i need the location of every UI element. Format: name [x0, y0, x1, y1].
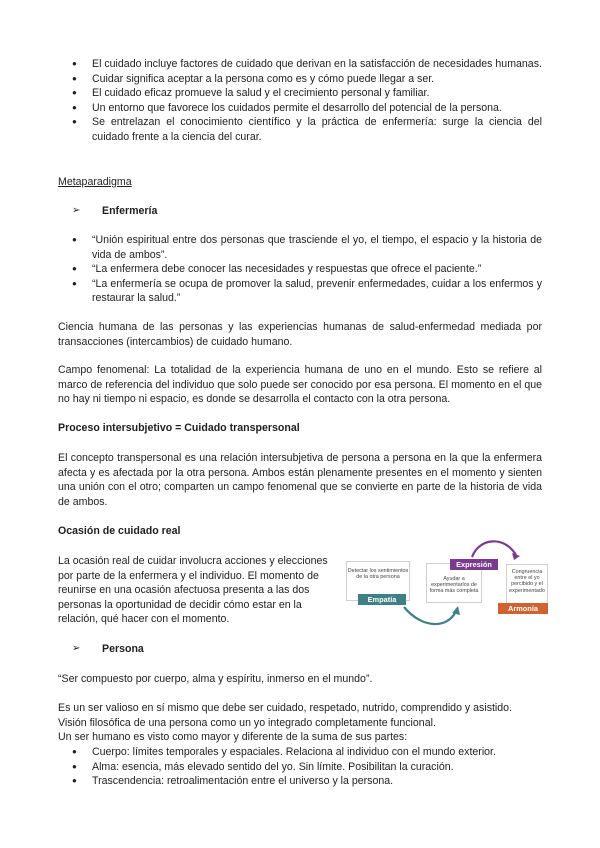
enfermeria-title: Enfermería [102, 205, 158, 217]
arrow-head-icon [452, 606, 460, 615]
persona-bullet-list [58, 745, 542, 789]
list-item: ● “La enfermera debe conocer las necesidades y respuestas que ofrece el paciente.” [58, 262, 542, 277]
ocasion-paragraph: La ocasión real de cuidar involucra acciones y elecciones por parte de la enfermera y el individuo. El momento de reunirse en una ocasión afectuosa presenta a las dos personas la oportunidad de decidir cómo estar en la relación, qué hacer con el momento. [58, 555, 328, 625]
list-item: ● Se entrelazan el conocimiento científico y la práctica de enfermería: surge la ciencia del cuidado frente a la ciencia del curar. [58, 115, 542, 144]
list-item: ● Cuidar significa aceptar a la persona como es y cómo puede llegar a ser. [58, 72, 542, 87]
arrow-empatia-expresion [404, 607, 456, 624]
proceso-paragraph: El concepto transpersonal es una relación intersubjetiva de persona a persona en la que la enfermera afecta y es afectada por la otra persona. Ambos están plenamente presentes en el momento y sienten una unión con el otro; comparten un campo fenomenal que se convierte en parte de la historia de vida de ambos. [58, 452, 542, 508]
intro-bullet-list [58, 57, 542, 144]
box-ayudar-text: Ayudar a experimentarlos de forma más completa [429, 576, 479, 595]
persona-line: Un ser humano es visto como mayor y diferente de la suma de sus partes: [58, 731, 408, 743]
tag-armonia: Armonía [498, 603, 548, 614]
enfermeria-bullet-list [58, 233, 542, 306]
box-congruencia-text: Congruencia entre el yo percibido y el experimentado [509, 569, 545, 594]
tag-empatia: Empatía [358, 594, 406, 605]
list-item: ● El cuidado incluye factores de cuidado que derivan en la satisfacción de necesidades humanas. [58, 57, 542, 72]
empathy-diagram [344, 533, 550, 628]
campo-fenomenal-paragraph: Campo fenomenal: La totalidad de la experiencia humana de uno en el mundo. Esto se refiere al marco de referencia del individuo que solo puede ser conocido por esa persona. El momento en el que no hay ni tiempo ni espacio, es donde se desarrolla el contacto con la otra persona. [58, 364, 542, 405]
list-item: ● Cuerpo: límites temporales y espaciales. Relaciona al individuo con el mundo exterior. [58, 745, 542, 760]
box-detectar-text: Detectar los sentimientos de la otra persona [347, 568, 409, 581]
arrow-bullet-icon: ➢ [72, 643, 81, 654]
arrow-bullet-icon: ➢ [72, 205, 81, 216]
enfermeria-heading [58, 204, 542, 219]
metaparadigma-heading: Metaparadigma [58, 176, 132, 188]
persona-quote: “Ser compuesto por cuerpo, alma y espíritu, inmerso en el mundo”. [58, 673, 373, 685]
ciencia-humana-paragraph: Ciencia humana de las personas y las experiencias humanas de salud-enfermedad mediada por transacciones (intercambios) de cuidado humano. [58, 321, 542, 348]
list-item: ● Alma: esencia, más elevado sentido del yo. Sin límite. Posibilitan la curación. [58, 760, 542, 775]
list-item: ● Un entorno que favorece los cuidados permite el desarrollo del potencial de la persona. [58, 101, 542, 116]
list-item: ● “La enfermería se ocupa de promover la salud, prevenir enfermedades, cuidar a los enfermos y restaurar la salud.” [58, 277, 542, 306]
persona-line: Es un ser valioso en sí mismo que debe ser cuidado, respetado, nutrido, comprendido y asistido. [58, 702, 513, 714]
list-item: ● “Unión espiritual entre dos personas que trasciende el yo, el tiempo, el espacio y la historia de vida de ambos”. [58, 233, 542, 262]
persona-lines [58, 701, 542, 745]
ocasion-heading: Ocasión de cuidado real [58, 525, 181, 537]
arrow-expresion-armonia [472, 541, 516, 557]
list-item: ● Trascendencia: retroalimentación entre el universo y la persona. [58, 774, 542, 789]
list-item: ● El cuidado eficaz promueve la salud y el crecimiento personal y familiar. [58, 86, 542, 101]
tag-expresion: Expresión [450, 559, 498, 570]
proceso-heading: Proceso intersubjetivo = Cuidado transpersonal [58, 422, 300, 434]
persona-heading [58, 642, 542, 657]
box-congruencia [506, 564, 548, 604]
persona-line: Visión filosófica de una persona como un yo integrado completamente funcional. [58, 716, 436, 729]
persona-title: Persona [102, 643, 144, 655]
